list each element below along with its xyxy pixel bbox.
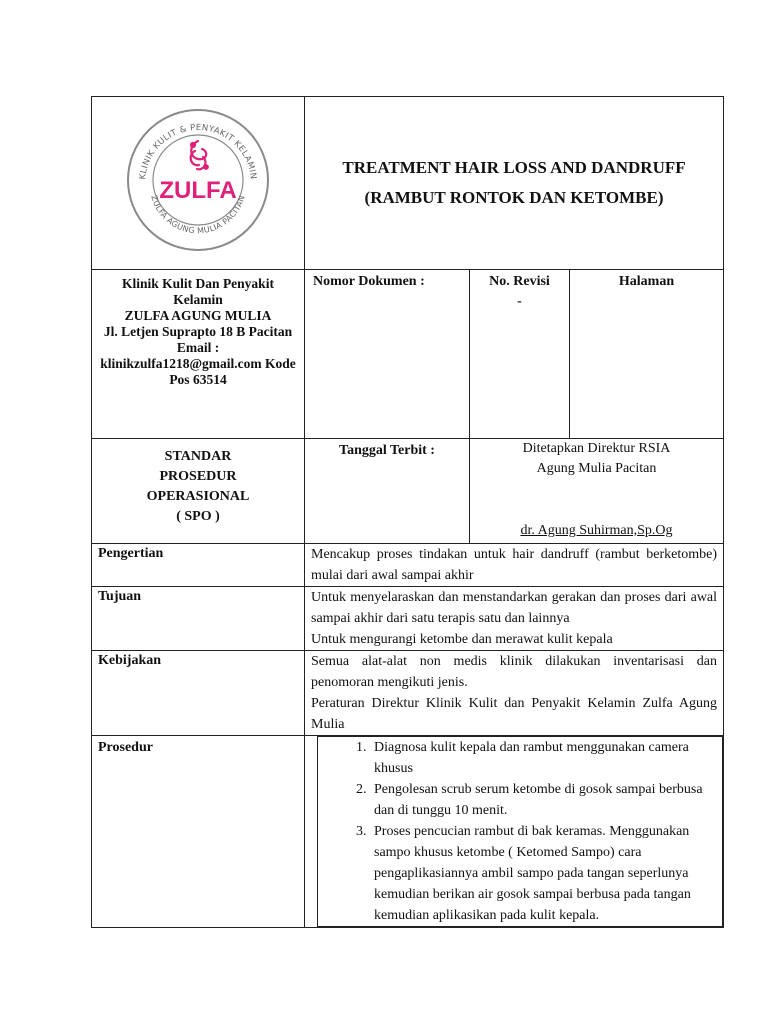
clinic-info (92, 270, 305, 439)
section-text: Semua alat-alat non medis klinik dilakukan inventarisasi dan penomoran mengikuti jenis. (311, 654, 718, 690)
spo-line: ( SPO ) (176, 509, 220, 524)
clinic-line: Kelamin (173, 292, 223, 307)
clinic-postcode: Pos 63514 (169, 372, 227, 387)
kebijakan-content (305, 651, 724, 736)
spo-title-cell (92, 439, 305, 544)
kebijakan-label (92, 651, 305, 736)
prosedur-content (305, 736, 724, 928)
prosedur-step: 3. Proses pencucian rambut di bak keramas. Menggunakan sampo khusus ketombe ( Ketomed Sampo) cara pengaplikasiannya ambil sampo pada tangan seperlunya kemudian berikan air gosok sampai berbusa pada tangan kemudian aplikasikan pada kulit kepala. (370, 821, 716, 926)
clinic-email: klinikzulfa1218@gmail.com Kode (100, 356, 296, 371)
no-revisi-label: No. Revisi (489, 274, 550, 289)
logo-bottom-text: ZULFA AGUNG MULIA PACITAN (149, 193, 247, 235)
zulfa-logo (123, 105, 273, 255)
signer-name: dr. Agung Suhirman,Sp.Og (520, 523, 673, 538)
section-text: Peraturan Direktur Klinik Kulit dan Penyakit Kelamin Zulfa Agung Mulia (311, 696, 718, 732)
prosedur-step: 1. Diagnosa kulit kepala dan rambut menggunakan camera khusus (370, 737, 716, 779)
prosedur-label (92, 736, 305, 928)
halaman-cell (570, 270, 724, 439)
no-revisi-value: - (517, 294, 522, 309)
logo-brand: ZULFA (159, 176, 237, 204)
pengertian-label (92, 544, 305, 587)
spo-line: PROSEDUR (159, 469, 237, 484)
svg-text:KLINIK KULIT & PENYAKIT KELAMI (138, 122, 258, 179)
prosedur-box (317, 736, 723, 927)
tanggal-terbit-cell (305, 439, 470, 544)
tujuan-content (305, 587, 724, 651)
prosedur-steps (318, 737, 716, 926)
halaman-label: Halaman (618, 274, 675, 289)
clinic-line: Klinik Kulit Dan Penyakit (122, 276, 274, 291)
section-label: Tujuan (98, 589, 142, 604)
ditetapkan-line: Agung Mulia Pacitan (536, 461, 657, 476)
clinic-email-label: Email : (176, 340, 220, 355)
pengertian-content (305, 544, 724, 587)
section-label: Prosedur (98, 740, 153, 755)
logo-ring-text: KLINIK KULIT & PENYAKIT KELAMIN (138, 122, 258, 180)
prosedur-step: 2. Pengolesan scrub serum ketombe di gosok sampai berbusa dan di tunggu 10 menit. (370, 779, 716, 821)
spo-document (91, 96, 723, 928)
clinic-name: ZULFA AGUNG MULIA (124, 308, 272, 323)
clinic-address: Jl. Letjen Suprapto 18 B Pacitan (103, 324, 293, 339)
spo-line: OPERASIONAL (146, 489, 250, 504)
title-line-1: TREATMENT HAIR LOSS AND DANDRUFF (342, 158, 686, 177)
spo-table (91, 96, 724, 928)
spo-line: STANDAR (164, 449, 232, 464)
section-label: Pengertian (98, 546, 164, 561)
tujuan-label (92, 587, 305, 651)
section-label: Kebijakan (98, 653, 162, 668)
section-text: Untuk menyelaraskan dan menstandarkan gerakan dan proses dari awal sampai akhir dari satu terapis satu dan lainnya (311, 590, 718, 626)
section-text: Mencakup proses tindakan untuk hair dandruff (rambut berketombe) mulai dari awal sampai akhir (311, 547, 718, 583)
document-title (305, 97, 724, 270)
logo-cell (92, 97, 305, 270)
tanggal-terbit-label: Tanggal Terbit : (339, 443, 435, 458)
title-line-2: (RAMBUT RONTOK DAN KETOMBE) (364, 188, 664, 207)
ditetapkan-line: Ditetapkan Direktur RSIA (522, 441, 671, 456)
nomor-dokumen-label: Nomor Dokumen : (313, 274, 425, 289)
section-text: Untuk mengurangi ketombe dan merawat kulit kepala (311, 632, 613, 647)
nomor-dokumen-cell (305, 270, 470, 439)
ditetapkan-cell (470, 439, 724, 544)
no-revisi-cell (470, 270, 570, 439)
hair-ornament-icon (191, 141, 208, 169)
